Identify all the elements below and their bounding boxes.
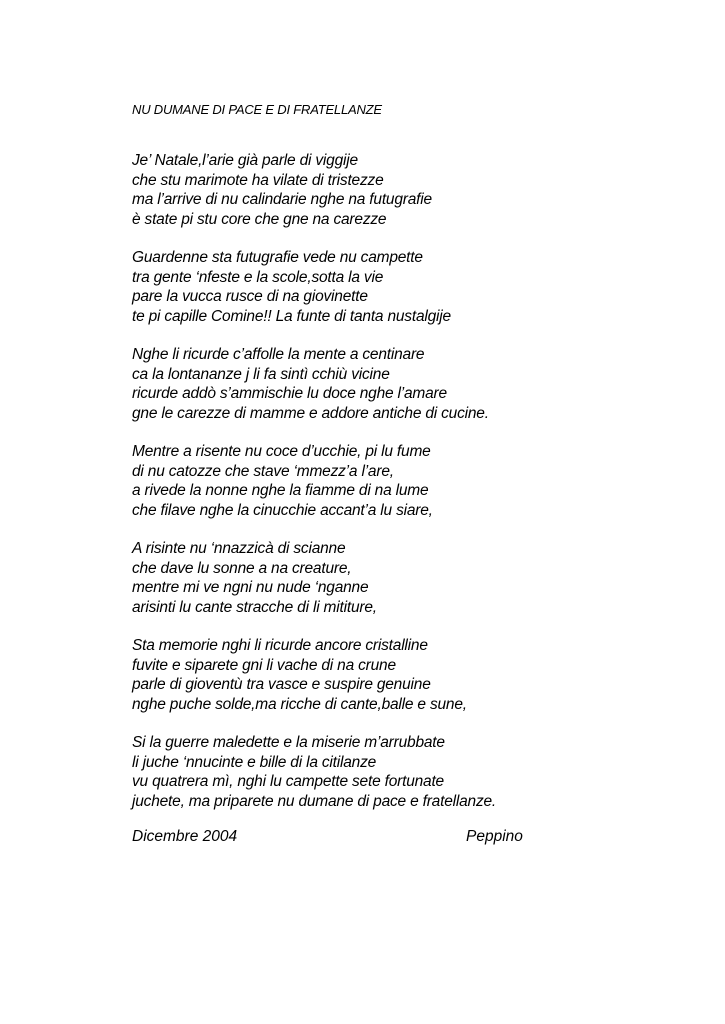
poem-line: parle di gioventù tra vasce e suspire genuine [132, 676, 431, 693]
stanza-4 [132, 442, 652, 520]
poem-line: Guardenne sta futugrafie vede nu campette [132, 249, 423, 266]
poem-author: Peppino [466, 828, 523, 845]
poem-line: a rivede la nonne nghe la fiamme di na lume [132, 482, 429, 499]
stanza-3 [132, 345, 652, 423]
poem-line: che stu marimote ha vilate di tristezze [132, 171, 384, 189]
stanza-7 [132, 733, 652, 811]
poem-line: vu quatrera mì, nghi lu campette sete fortunate [132, 773, 444, 790]
poem-line: Sta memorie nghi li ricurde ancore cristalline [132, 637, 428, 654]
poem-line: fuvite e siparete gni li vache di na crune [132, 656, 396, 674]
poem-body [132, 151, 652, 830]
poem-line: Mentre a risente nu coce d’ucchie, pi lu fume [132, 443, 431, 460]
poem-line: ma l’arrive di nu calindarie nghe na futugrafie [132, 191, 432, 208]
poem-line: che dave lu sonne a na creature, [132, 559, 352, 577]
poem-line: juchete, ma priparete nu dumane di pace e fratellanze. [132, 792, 497, 810]
poem-line: Nghe li ricurde c’affolle la mente a centinare [132, 346, 425, 363]
poem-line: tra gente ‘nfeste e la scole,sotta la vie [132, 268, 384, 286]
stanza-6 [132, 636, 652, 714]
poem-line: ricurde addò s’ammischie lu doce nghe l’amare [132, 385, 447, 402]
poem-line: Je’ Natale,l’arie già parle di viggije [132, 152, 358, 169]
poem-line: di nu catozze che stave ‘mmezz’a l’are, [132, 462, 394, 480]
stanza-1 [132, 151, 652, 229]
poem-line: arisinti lu cante stracche di li mititure, [132, 598, 377, 616]
poem-line: te pi capille Comine!! La funte di tanta nustalgije [132, 307, 451, 325]
poem-line: ca la lontananze j li fa sintì cchiù vicine [132, 365, 390, 383]
poem-line: li juche ‘nnucinte e bille di la citilanze [132, 753, 377, 771]
poem-date: Dicembre 2004 [132, 828, 238, 845]
poem-line: mentre mi ve ngni nu nude ‘nganne [132, 579, 369, 596]
poem-line: è state pi stu core che gne na carezze [132, 210, 387, 228]
stanza-2 [132, 248, 652, 326]
poem-title: NU DUMANE DI PACE E DI FRATELLANZE [132, 102, 382, 117]
poem-line: gne le carezze di mamme e addore antiche di cucine. [132, 404, 489, 422]
poem-line: nghe puche solde,ma ricche di cante,balle e sune, [132, 695, 467, 713]
poem-line: A risinte nu ‘nnazzicà di scianne [132, 540, 346, 557]
stanza-5 [132, 539, 652, 617]
poem-line: pare la vucca rusce di na giovinette [132, 288, 368, 305]
poem-line: Si la guerre maledette e la miserie m’arrubbate [132, 734, 445, 751]
poem-line: che filave nghe la cinucchie accant’a lu siare, [132, 501, 433, 519]
